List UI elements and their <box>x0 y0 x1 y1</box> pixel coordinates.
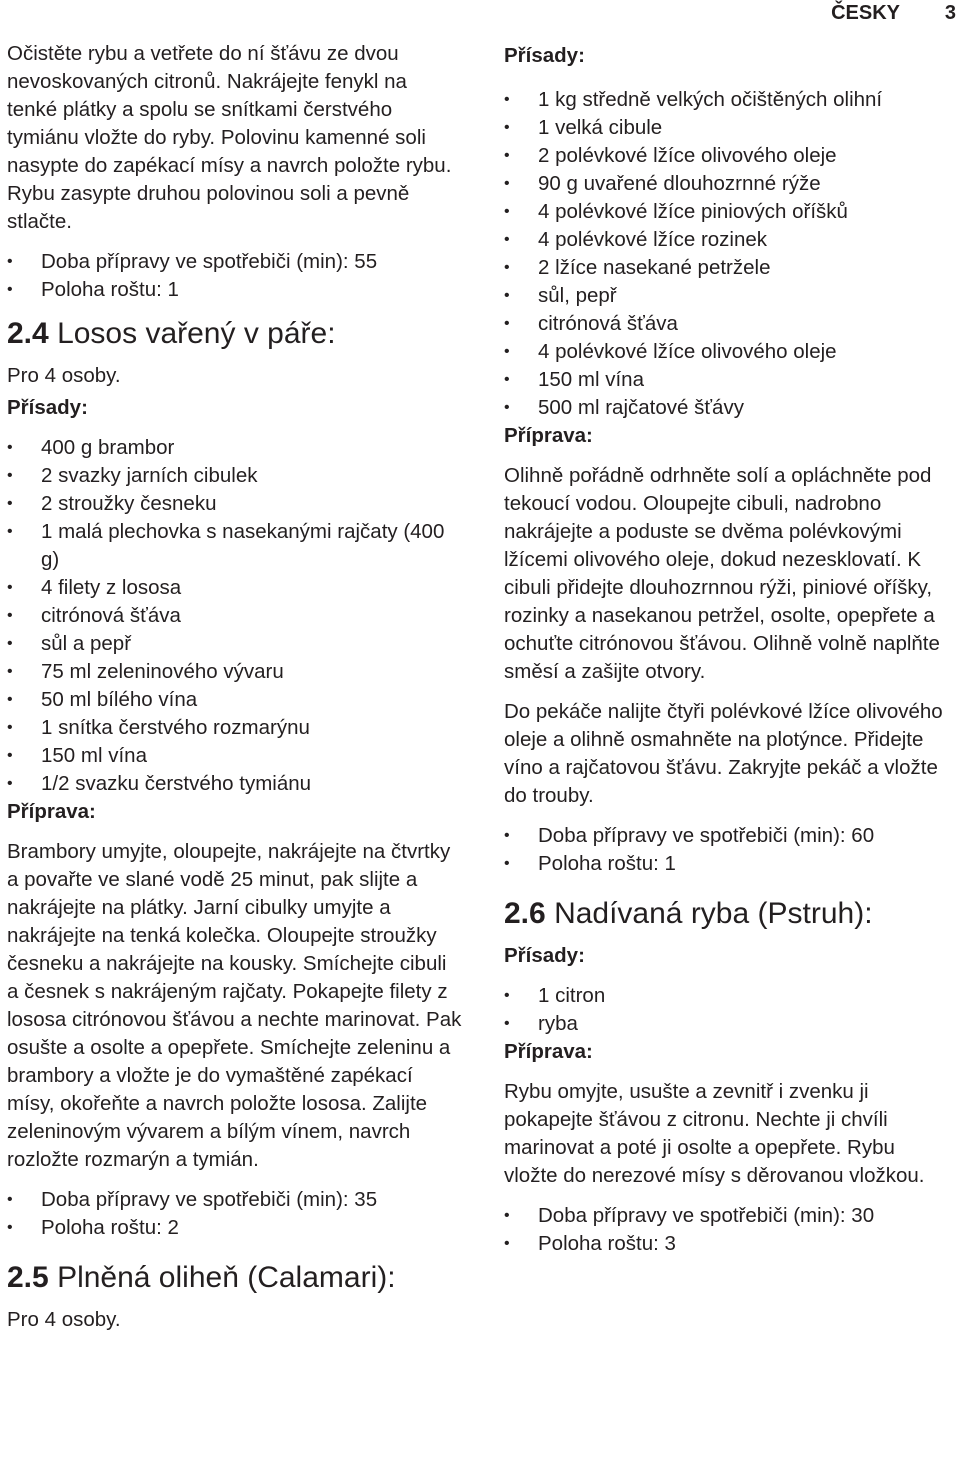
ingredients-list <box>504 86 954 422</box>
list-item: • 1/2 svazku čerstvého tymiánu <box>7 770 462 798</box>
list-item: • Doba přípravy ve spotřebiči (min): 60 <box>504 822 954 850</box>
preparation-paragraph: Do pekáče nalijte čtyři polévkové lžíce olivového oleje a olihně osmahněte na plotýnce. Přidejte víno a rajčatovou šťávu. Zakryjte pekáč a vložte do trouby. <box>504 700 943 807</box>
intro-paragraph: Očistěte rybu a vetřete do ní šťávu ze dvou nevoskovaných citronů. Nakrájejte fenykl na tenké plátky a spolu se snítkami čerstvého tymiánu vložte do ryby. Polovinu kamenné soli nasypte do zapékací mísy a navrch položte rybu. Rybu zasypte druhou polovinou soli a pevně stlačte. <box>7 42 452 233</box>
list-item: • 2 stroužky česneku <box>7 490 462 518</box>
section-title: Plněná oliheň (Calamari): <box>57 1261 396 1294</box>
right-column <box>504 40 954 1270</box>
section-heading-2-4 <box>7 316 462 352</box>
list-item: • 150 ml vína <box>7 742 462 770</box>
ingredients-list <box>504 982 954 1038</box>
preparation-label: Příprava: <box>7 800 96 823</box>
language-label: ČESKY <box>831 2 900 24</box>
list-item: • Poloha roštu: 3 <box>504 1230 954 1258</box>
ingredients-label: Přísady: <box>504 944 585 967</box>
ingredients-label: Přísady: <box>504 44 585 67</box>
list-item: • 1 kg středně velkých očištěných olihní <box>504 86 954 114</box>
list-item: • Poloha roštu: 1 <box>504 850 954 878</box>
page-number: 3 <box>944 2 956 24</box>
list-item: • Doba přípravy ve spotřebiči (min): 55 <box>7 248 462 276</box>
servings-text: Pro 4 osoby. <box>7 364 121 387</box>
tips-list <box>504 822 954 878</box>
list-item: • 75 ml zeleninového vývaru <box>7 658 462 686</box>
preparation-label: Příprava: <box>504 424 593 447</box>
left-column <box>7 40 462 1338</box>
servings-text: Pro 4 osoby. <box>7 1308 121 1331</box>
preparation-paragraph: Olihně pořádně odrhněte solí a opláchněte pod tekoucí vodou. Oloupejte cibuli, nadrobno nakrájejte a poduste se dvěma polévkovými lžícemi olivového oleje, dokud nezesklovatí. K cibuli přidejte dlouhozrnnou rýži, piniové oříšky, rozinky a nasekanou petržel, osolte, opepřete a ochuťte citrónovou šťávou. Olihně volně naplňte směsí a zašijte otvory. <box>504 464 940 683</box>
list-item: • citrónová šťáva <box>7 602 462 630</box>
list-item: • 90 g uvařené dlouhozrnné rýže <box>504 170 954 198</box>
list-item: • 1 snítka čerstvého rozmarýnu <box>7 714 462 742</box>
ingredients-list <box>7 434 462 798</box>
list-item: • 500 ml rajčatové šťávy <box>504 394 954 422</box>
list-item: • Doba přípravy ve spotřebiči (min): 35 <box>7 1186 462 1214</box>
list-item: • 150 ml vína <box>504 366 954 394</box>
list-item: • 1 velká cibule <box>504 114 954 142</box>
list-item: • ryba <box>504 1010 954 1038</box>
list-item: • 4 filety z lososa <box>7 574 462 602</box>
list-item: • 4 polévkové lžíce olivového oleje <box>504 338 954 366</box>
list-item: • 400 g brambor <box>7 434 462 462</box>
tips-list <box>504 1202 954 1258</box>
preparation-paragraph: Brambory umyjte, oloupejte, nakrájejte na čtvrtky a povařte ve slané vodě 25 minut, pak slijte a nakrájejte na plátky. Jarní cibulky umyjte a nakrájejte na tenká kolečka. Oloupejte stroužky česneku a nakrájejte na kousky. Smíchejte cibuli a česnek s nakrájeným rajčaty. Pokapejte filety z lososa citrónovou šťávou a nechte marinovat. Pak osušte a osolte a opepřete. Smíchejte zeleninu a brambory a vložte je do vymaštěné zapékací mísy, okořeňte a navrch položte lososa. Zalijte zeleninovým vývarem a bílým vínem, navrch rozložte rozmarýn a tymián. <box>7 840 462 1171</box>
preparation-paragraph: Rybu omyjte, usušte a zevnitř i zvenku ji pokapejte šťávou z citronu. Nechte ji chvíli marinovat a poté ji osolte a opepřete. Rybu vložte do nerezové mísy s děrovanou vložkou. <box>504 1080 925 1187</box>
list-item: • 2 svazky jarních cibulek <box>7 462 462 490</box>
tips-list <box>7 1186 462 1242</box>
list-item: • 1 malá plechovka s nasekanými rajčaty (400 g) <box>7 518 462 574</box>
section-number: 2.6 <box>504 897 546 930</box>
section-heading-2-5 <box>7 1260 462 1296</box>
list-item: • sůl, pepř <box>504 282 954 310</box>
ingredients-label: Přísady: <box>7 396 88 419</box>
list-item: • Poloha roštu: 2 <box>7 1214 462 1242</box>
intro-tips-list <box>7 248 462 304</box>
list-item: • 2 polévkové lžíce olivového oleje <box>504 142 954 170</box>
list-item: • 4 polévkové lžíce rozinek <box>504 226 954 254</box>
list-item: • 4 polévkové lžíce piniových oříšků <box>504 198 954 226</box>
section-title: Nadívaná ryba (Pstruh): <box>554 897 873 930</box>
preparation-label: Příprava: <box>504 1040 593 1063</box>
list-item: • Doba přípravy ve spotřebiči (min): 30 <box>504 1202 954 1230</box>
list-item: • Poloha roštu: 1 <box>7 276 462 304</box>
list-item: • citrónová šťáva <box>504 310 954 338</box>
section-title: Losos vařený v páře: <box>57 317 336 350</box>
list-item: • sůl a pepř <box>7 630 462 658</box>
section-heading-2-6 <box>504 896 954 932</box>
section-number: 2.5 <box>7 1261 49 1294</box>
section-number: 2.4 <box>7 317 49 350</box>
list-item: • 50 ml bílého vína <box>7 686 462 714</box>
list-item: • 1 citron <box>504 982 954 1010</box>
list-item: • 2 lžíce nasekané petržele <box>504 254 954 282</box>
